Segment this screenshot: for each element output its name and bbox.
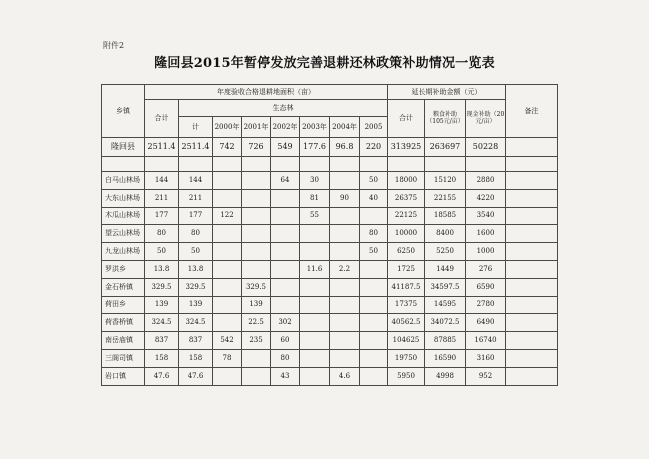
row-name-cell: 望云山林场 — [102, 225, 145, 243]
header-area-total: 合计 — [145, 100, 179, 138]
header-subsidy-total: 合计 — [388, 100, 425, 138]
table-cell — [145, 157, 179, 172]
table-cell: 22155 — [425, 189, 466, 207]
table-cell: 122 — [213, 207, 242, 225]
table-cell: 18585 — [425, 207, 466, 225]
table-cell: 13.8 — [179, 260, 213, 278]
table-cell: 2511.4 — [145, 138, 179, 157]
table-cell — [506, 260, 558, 278]
table-cell: 144 — [179, 172, 213, 190]
table-row — [102, 349, 558, 367]
table-cell — [300, 225, 330, 243]
table-cell — [271, 296, 300, 314]
table-cell — [213, 189, 242, 207]
table-cell — [300, 243, 330, 261]
table-cell: 324.5 — [179, 314, 213, 332]
table-cell: 16590 — [425, 349, 466, 367]
table-cell: 4998 — [425, 367, 466, 385]
row-name-cell: 木瓜山林场 — [102, 207, 145, 225]
table-cell — [425, 157, 466, 172]
table-cell: 726 — [242, 138, 271, 157]
table-cell: 177.6 — [300, 138, 330, 157]
table-cell: 22125 — [388, 207, 425, 225]
table-cell: 235 — [242, 332, 271, 350]
table-row — [102, 189, 558, 207]
row-name-cell: 隆回县 — [102, 138, 145, 157]
table-cell: 55 — [300, 207, 330, 225]
table-cell — [506, 314, 558, 332]
table-cell — [506, 332, 558, 350]
table-cell: 2511.4 — [179, 138, 213, 157]
table-cell: 220 — [360, 138, 388, 157]
table-cell: 742 — [213, 138, 242, 157]
table-row — [102, 172, 558, 190]
table-cell — [213, 278, 242, 296]
table-cell: 952 — [466, 367, 506, 385]
table-cell — [242, 243, 271, 261]
table-cell: 16740 — [466, 332, 506, 350]
table-cell: 80 — [179, 225, 213, 243]
table-row — [102, 296, 558, 314]
table-cell: 329.5 — [145, 278, 179, 296]
row-name-cell: 三阁司镇 — [102, 349, 145, 367]
table-cell: 80 — [271, 349, 300, 367]
table-cell — [506, 138, 558, 157]
table-cell: 542 — [213, 332, 242, 350]
table-cell: 4220 — [466, 189, 506, 207]
table-cell: 13.8 — [145, 260, 179, 278]
header-year-2004: 2004年 — [330, 117, 360, 138]
table-cell: 6490 — [466, 314, 506, 332]
header-eco-subtotal: 计 — [179, 117, 213, 138]
header-cash-subsidy: 现金补助（20元/亩） — [466, 100, 506, 138]
table-row — [102, 225, 558, 243]
table-cell — [300, 367, 330, 385]
table-cell — [213, 367, 242, 385]
table-cell: 60 — [271, 332, 300, 350]
table-cell — [330, 225, 360, 243]
table-cell — [506, 278, 558, 296]
table-cell — [506, 349, 558, 367]
table-cell: 139 — [145, 296, 179, 314]
table-cell — [466, 157, 506, 172]
table-cell: 177 — [145, 207, 179, 225]
table-cell — [213, 243, 242, 261]
table-cell — [213, 260, 242, 278]
table-cell: 158 — [145, 349, 179, 367]
table-cell: 837 — [179, 332, 213, 350]
table-cell — [360, 278, 388, 296]
table-cell — [506, 225, 558, 243]
table-cell — [330, 349, 360, 367]
table-row — [102, 260, 558, 278]
table-cell: 26375 — [388, 189, 425, 207]
table-cell: 104625 — [388, 332, 425, 350]
table-cell — [242, 157, 271, 172]
document-title: 隆回县2015年暂停发放完善退耕还林政策补助情况一览表 — [154, 56, 495, 71]
table-cell: 4.6 — [330, 367, 360, 385]
table-cell — [506, 207, 558, 225]
table-cell: 41187.5 — [388, 278, 425, 296]
header-year-2003: 2003年 — [300, 117, 330, 138]
table-cell — [330, 332, 360, 350]
row-name-cell: 白马山林场 — [102, 172, 145, 190]
table-cell: 96.8 — [330, 138, 360, 157]
table-cell — [271, 207, 300, 225]
summary-row — [102, 138, 558, 157]
table-cell: 50228 — [466, 138, 506, 157]
table-cell — [271, 189, 300, 207]
header-year-2001: 2001年 — [242, 117, 271, 138]
table-cell: 80 — [360, 225, 388, 243]
table-cell: 15120 — [425, 172, 466, 190]
table-cell — [271, 260, 300, 278]
table-cell: 34597.5 — [425, 278, 466, 296]
table-cell: 40562.5 — [388, 314, 425, 332]
table-cell: 5950 — [388, 367, 425, 385]
table-cell: 43 — [271, 367, 300, 385]
table-cell: 3160 — [466, 349, 506, 367]
table-cell: 324.5 — [145, 314, 179, 332]
table-cell — [360, 207, 388, 225]
table-cell: 1449 — [425, 260, 466, 278]
table-cell: 3540 — [466, 207, 506, 225]
header-year-2000: 2000年 — [213, 117, 242, 138]
table-cell: 50 — [360, 172, 388, 190]
table-cell: 22.5 — [242, 314, 271, 332]
header-eco-forest: 生态林 — [179, 100, 388, 117]
table-cell: 2880 — [466, 172, 506, 190]
table-cell: 837 — [145, 332, 179, 350]
table-cell: 90 — [330, 189, 360, 207]
table-cell — [360, 314, 388, 332]
header-subsidy-group: 延长期补助金额（元） — [388, 85, 506, 100]
table-cell — [330, 243, 360, 261]
table-cell — [360, 367, 388, 385]
header-area-group: 年度验收合格退耕地面积（亩） — [145, 85, 388, 100]
table-cell: 139 — [242, 296, 271, 314]
subsidy-table — [101, 84, 558, 386]
table-cell — [213, 172, 242, 190]
table-cell — [213, 225, 242, 243]
table-cell — [271, 225, 300, 243]
row-name-cell: 岩口镇 — [102, 367, 145, 385]
table-cell — [271, 278, 300, 296]
table-row — [102, 207, 558, 225]
table-cell — [300, 332, 330, 350]
table-cell: 50 — [179, 243, 213, 261]
table-cell: 47.6 — [179, 367, 213, 385]
table-cell: 50 — [360, 243, 388, 261]
table-cell — [242, 172, 271, 190]
table-cell — [330, 296, 360, 314]
table-cell — [300, 278, 330, 296]
attachment-label: 附件2 — [103, 41, 125, 50]
row-name-cell — [102, 157, 145, 172]
table-cell: 64 — [271, 172, 300, 190]
row-name-cell: 大东山林场 — [102, 189, 145, 207]
header-year-2002: 2002年 — [271, 117, 300, 138]
table-cell: 1600 — [466, 225, 506, 243]
table-cell: 8400 — [425, 225, 466, 243]
table-cell: 10000 — [388, 225, 425, 243]
table-cell — [388, 157, 425, 172]
table-cell: 549 — [271, 138, 300, 157]
row-name-cell: 荷香桥镇 — [102, 314, 145, 332]
table-cell: 11.6 — [300, 260, 330, 278]
table-row — [102, 314, 558, 332]
table-cell: 2.2 — [330, 260, 360, 278]
table-cell — [242, 367, 271, 385]
table-cell — [506, 296, 558, 314]
header-township: 乡镇 — [102, 85, 145, 138]
table-cell: 276 — [466, 260, 506, 278]
table-cell — [242, 349, 271, 367]
table-cell — [213, 157, 242, 172]
table-cell — [330, 157, 360, 172]
table-cell: 329.5 — [242, 278, 271, 296]
table-cell — [179, 157, 213, 172]
table-cell — [242, 207, 271, 225]
table-cell — [506, 243, 558, 261]
table-row — [102, 243, 558, 261]
table-cell: 17375 — [388, 296, 425, 314]
table-cell: 329.5 — [179, 278, 213, 296]
table-cell: 144 — [145, 172, 179, 190]
table-cell — [300, 349, 330, 367]
table-cell — [360, 296, 388, 314]
table-cell: 19750 — [388, 349, 425, 367]
table-cell — [213, 296, 242, 314]
table-cell — [300, 296, 330, 314]
table-cell — [213, 314, 242, 332]
table-cell — [330, 172, 360, 190]
blank-row — [102, 157, 558, 172]
table-cell — [300, 157, 330, 172]
row-name-cell: 九龙山林场 — [102, 243, 145, 261]
table-cell: 263697 — [425, 138, 466, 157]
header-year-2005: 2005 — [360, 117, 388, 138]
table-row — [102, 278, 558, 296]
table-cell — [360, 260, 388, 278]
table-cell: 2780 — [466, 296, 506, 314]
table-cell — [360, 332, 388, 350]
table-row — [102, 332, 558, 350]
table-cell: 313925 — [388, 138, 425, 157]
table-row — [102, 367, 558, 385]
table-cell — [360, 349, 388, 367]
table-cell: 211 — [179, 189, 213, 207]
table-cell — [330, 278, 360, 296]
table-cell: 211 — [145, 189, 179, 207]
table-cell — [506, 367, 558, 385]
table-cell: 1000 — [466, 243, 506, 261]
table-cell: 1725 — [388, 260, 425, 278]
table-cell: 47.6 — [145, 367, 179, 385]
table-cell: 302 — [271, 314, 300, 332]
header-grain-subsidy: 粮食补助（105元/亩） — [425, 100, 466, 138]
table-cell: 80 — [145, 225, 179, 243]
row-name-cell: 金石桥镇 — [102, 278, 145, 296]
table-cell: 14595 — [425, 296, 466, 314]
table-cell: 6250 — [388, 243, 425, 261]
table-cell — [271, 243, 300, 261]
table-cell — [242, 189, 271, 207]
table-cell: 81 — [300, 189, 330, 207]
table-cell: 87885 — [425, 332, 466, 350]
table-cell: 139 — [179, 296, 213, 314]
table-cell: 78 — [213, 349, 242, 367]
table-cell: 177 — [179, 207, 213, 225]
table-cell — [506, 172, 558, 190]
table-cell — [271, 157, 300, 172]
table-cell — [242, 225, 271, 243]
table-cell: 18000 — [388, 172, 425, 190]
table-cell: 6590 — [466, 278, 506, 296]
table-cell — [506, 189, 558, 207]
table-cell: 40 — [360, 189, 388, 207]
row-name-cell: 荷田乡 — [102, 296, 145, 314]
table-cell: 50 — [145, 243, 179, 261]
table-cell — [300, 314, 330, 332]
table-cell: 5250 — [425, 243, 466, 261]
table-cell — [506, 157, 558, 172]
table-cell — [242, 260, 271, 278]
row-name-cell: 南岳庙镇 — [102, 332, 145, 350]
table-cell — [360, 157, 388, 172]
table-cell — [330, 207, 360, 225]
row-name-cell: 罗洪乡 — [102, 260, 145, 278]
table-cell: 34072.5 — [425, 314, 466, 332]
table-cell: 158 — [179, 349, 213, 367]
table-cell: 30 — [300, 172, 330, 190]
table-cell — [330, 314, 360, 332]
header-remarks: 备注 — [506, 85, 558, 138]
